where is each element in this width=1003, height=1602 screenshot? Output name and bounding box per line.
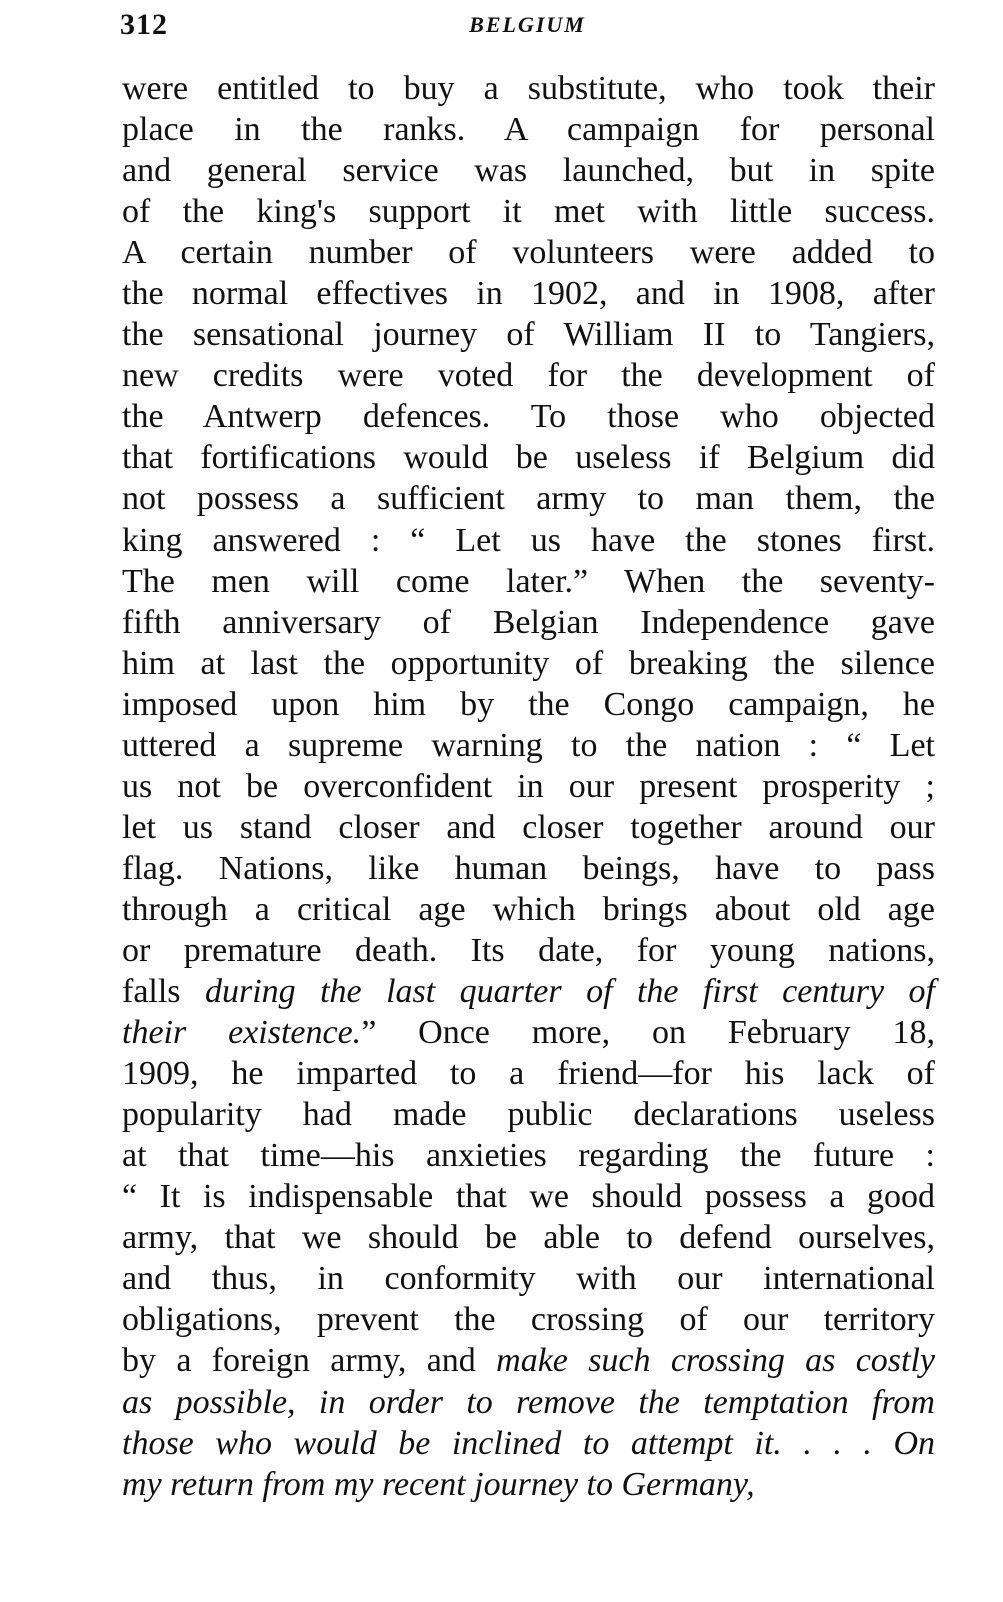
text-line xyxy=(122,1012,935,1053)
italic-quote: make such crossing as costly xyxy=(496,1342,935,1380)
text-line: the Antwerp defences. To those who objected xyxy=(122,398,935,436)
text-line: king answered : “ Let us have the stones first. xyxy=(122,521,935,559)
text-line: the sensational journey of William II to Tangiers, xyxy=(122,316,935,354)
text-line: at that time—his anxieties regarding the future : xyxy=(122,1137,935,1175)
text-line: and general service was launched, but in spite xyxy=(122,152,935,190)
roman-text: falls xyxy=(122,973,205,1011)
text-line: those who would be inclined to attempt it. . . . On xyxy=(122,1424,935,1462)
text-line: as possible, in order to remove the temptation from xyxy=(122,1383,935,1421)
italic-quote: their existence. xyxy=(122,1014,362,1052)
text-line: flag. Nations, like human beings, have to pass xyxy=(122,849,935,887)
text-line: the normal effectives in 1902, and in 1908, after xyxy=(122,275,935,313)
roman-text: by a foreign army, and xyxy=(122,1342,497,1380)
text-line: him at last the opportunity of breaking the silence xyxy=(122,644,935,682)
text-line: not possess a sufficient army to man them, the xyxy=(122,480,935,518)
text-line: new credits were voted for the development of xyxy=(122,357,935,395)
page-number: 312 xyxy=(120,8,168,41)
text-line: The men will come later.” When the seventy- xyxy=(122,562,935,600)
text-line: 1909, he imparted to a friend—for his lack of xyxy=(122,1055,935,1093)
text-line: or premature death. Its date, for young nations, xyxy=(122,931,935,969)
text-line: army, that we should be able to defend ourselves, xyxy=(122,1219,935,1257)
text-line: A certain number of volunteers were added to xyxy=(122,234,935,272)
text-line: my return from my recent journey to Germany, xyxy=(122,1465,755,1503)
text-line: us not be overconfident in our present prosperity ; xyxy=(122,767,935,805)
text-line: imposed upon him by the Congo campaign, he xyxy=(122,685,935,723)
running-head: BELGIUM xyxy=(469,12,586,37)
text-line: that fortifications would be useless if Belgium did xyxy=(122,439,935,477)
text-line: fifth anniversary of Belgian Independence gave xyxy=(122,603,935,641)
italic-quote: during the last quarter of the first century of xyxy=(204,973,935,1011)
text-line: through a critical age which brings about old age xyxy=(122,890,935,928)
text-line xyxy=(122,971,935,1012)
text-line: and thus, in conformity with our international xyxy=(122,1260,935,1298)
text-line: uttered a supreme warning to the nation : “ Let xyxy=(122,726,935,764)
roman-text: ” Once more, on February 18, xyxy=(361,1014,936,1052)
text-line xyxy=(122,1340,935,1381)
text-line: popularity had made public declarations useless xyxy=(122,1096,935,1134)
body-text xyxy=(122,68,935,1505)
text-line: obligations, prevent the crossing of our territory xyxy=(122,1301,935,1339)
text-line: place in the ranks. A campaign for personal xyxy=(122,111,935,149)
page-header xyxy=(120,8,935,44)
text-line: of the king's support it met with little success. xyxy=(122,193,935,231)
text-line: were entitled to buy a substitute, who took their xyxy=(122,70,935,107)
text-line: “ It is indispensable that we should possess a good xyxy=(122,1178,935,1216)
text-line: let us stand closer and closer together around our xyxy=(122,808,935,846)
